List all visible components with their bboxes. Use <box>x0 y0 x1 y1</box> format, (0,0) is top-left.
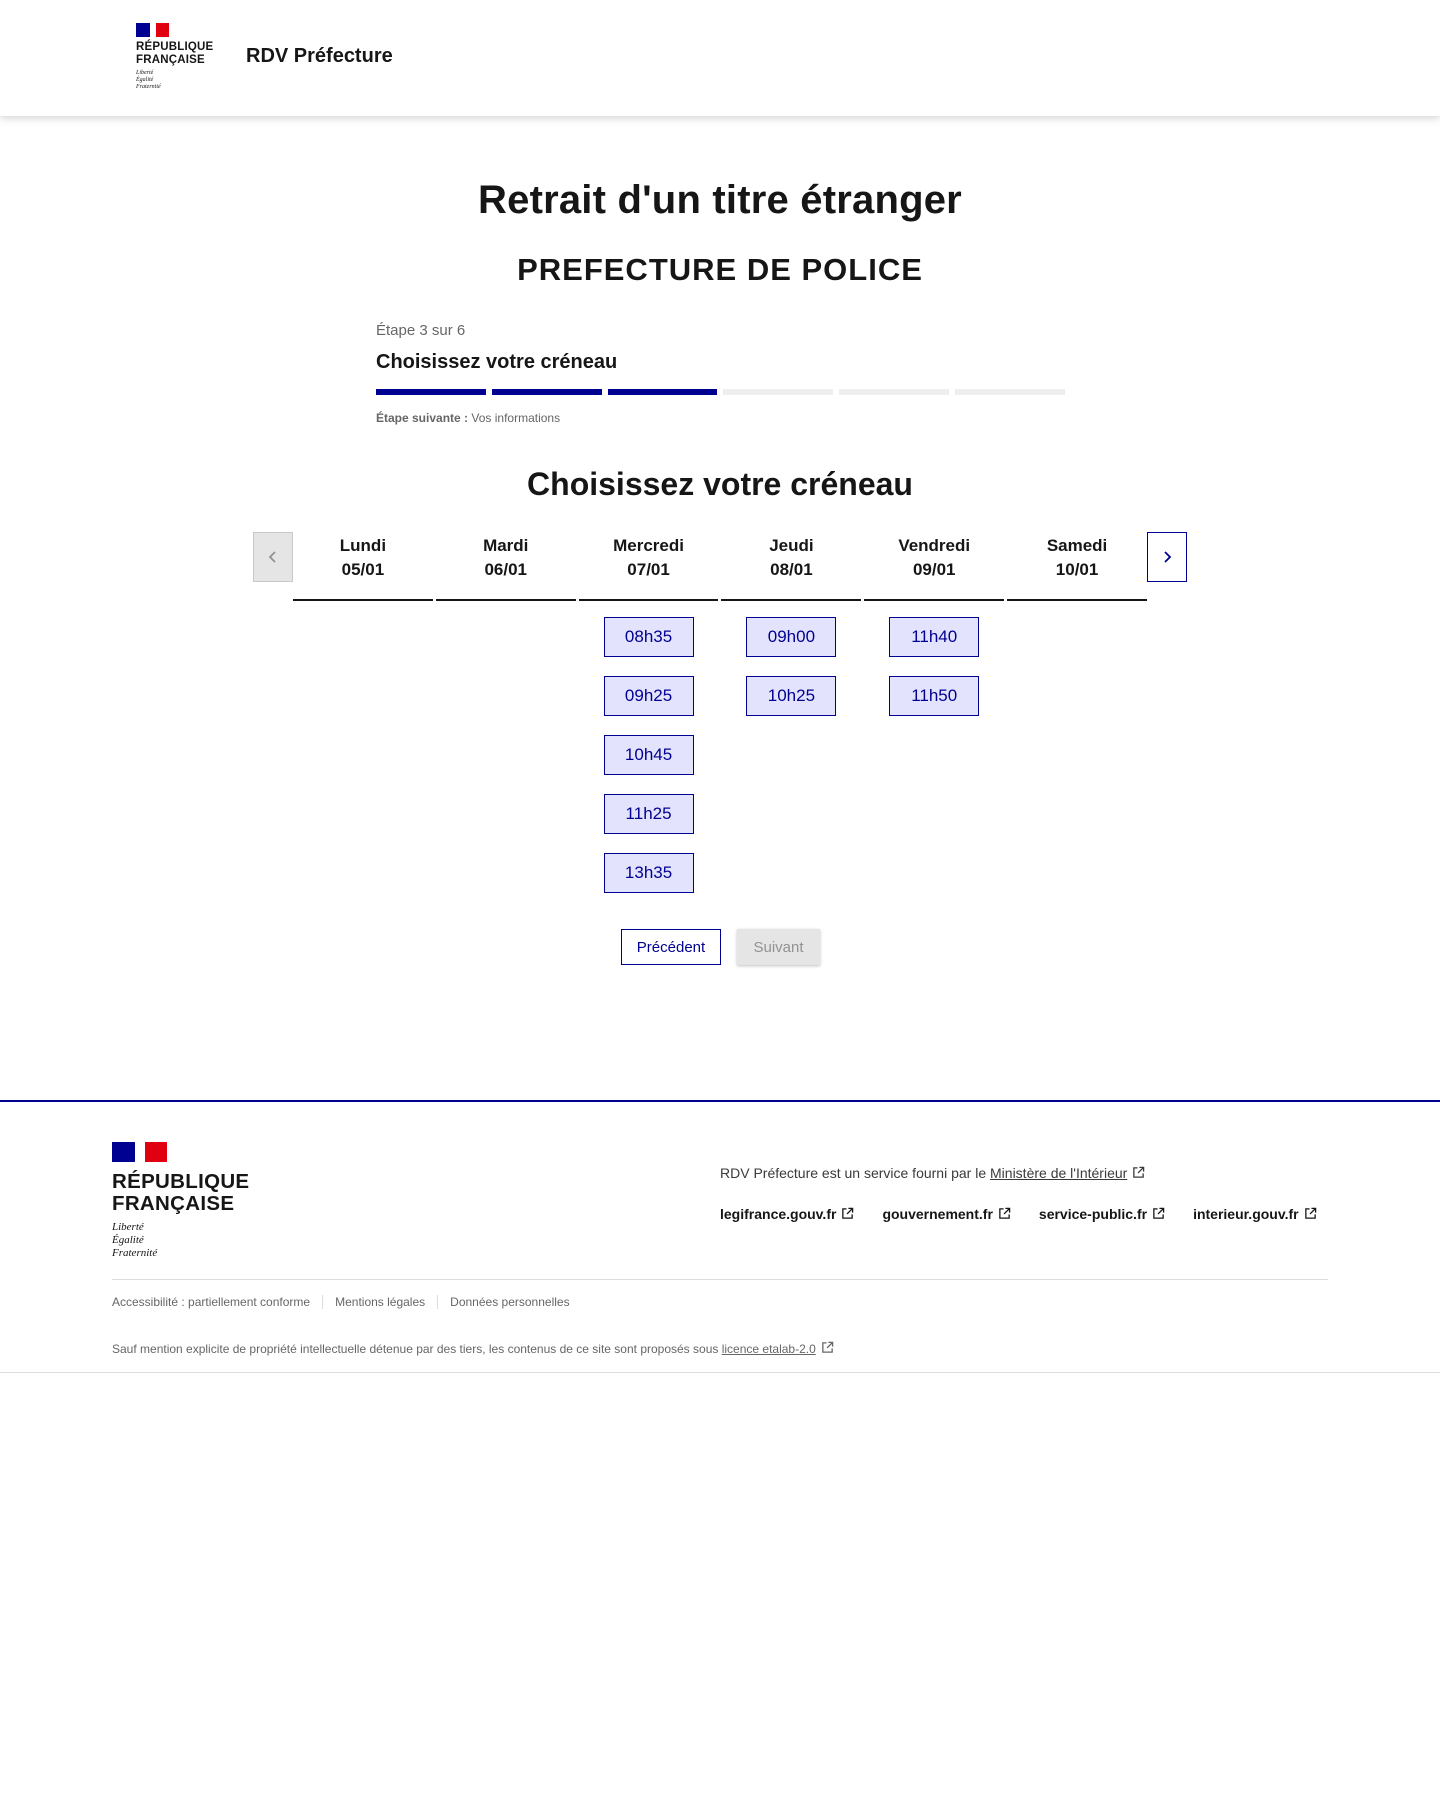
day-column <box>293 532 433 893</box>
external-link-icon <box>1304 1207 1317 1220</box>
ministere-link[interactable]: Ministère de l'Intérieur <box>990 1165 1128 1181</box>
time-slot-button[interactable]: 10h45 <box>604 735 694 775</box>
time-slot-button[interactable]: 11h50 <box>889 676 979 716</box>
step-bar-segment <box>608 389 718 395</box>
logo-motto: Liberté Égalité Fraternité <box>136 70 161 90</box>
site-footer <box>0 1100 1440 1373</box>
previous-button[interactable]: Précédent <box>621 929 721 965</box>
step-bar-segment <box>492 389 602 395</box>
footer-logo-text: RÉPUBLIQUE FRANÇAISE <box>112 1170 250 1215</box>
previous-days-button[interactable] <box>253 532 293 582</box>
footer-link-label: interieur.gouv.fr <box>1193 1206 1299 1222</box>
footer-link-label: legifrance.gouv.fr <box>720 1206 837 1222</box>
step-next <box>376 411 1065 425</box>
time-slot-button[interactable]: 11h25 <box>604 794 694 834</box>
day-header <box>436 532 576 601</box>
footer-link-label: service-public.fr <box>1038 1206 1148 1222</box>
external-link-icon <box>821 1341 834 1354</box>
footer-link-label: gouvernement.fr <box>882 1206 993 1222</box>
footer-description: RDV Préfecture est un service fourni par le Ministère de l'Intérieur <box>720 1165 1145 1181</box>
day-header <box>1007 532 1147 601</box>
french-flag-icon <box>136 23 169 37</box>
day-date: 06/01 <box>484 560 528 579</box>
slot-list <box>579 617 719 893</box>
time-slot-button[interactable]: 11h40 <box>889 617 979 657</box>
external-link-icon <box>841 1207 854 1220</box>
footer-bottom-links <box>112 1295 582 1309</box>
logo-text: RÉPUBLIQUE FRANÇAISE <box>136 41 214 66</box>
footer-external-link[interactable] <box>882 1206 1010 1222</box>
day-name: Mardi <box>483 536 529 555</box>
time-slot-button[interactable]: 13h35 <box>604 853 694 893</box>
site-header <box>0 0 1440 116</box>
footer-bottom-link[interactable]: Mentions légales <box>322 1295 437 1309</box>
license-link[interactable]: licence etalab-2.0 <box>721 1342 816 1356</box>
footer-divider <box>112 1279 1328 1280</box>
time-slot-button[interactable]: 09h25 <box>604 676 694 716</box>
day-header <box>579 532 719 601</box>
slot-list <box>721 617 861 716</box>
step-next-label: Étape suivante : <box>376 411 469 425</box>
step-bar-segment <box>839 389 949 395</box>
day-name: Vendredi <box>898 536 971 555</box>
republique-francaise-logo[interactable] <box>136 23 218 91</box>
day-header <box>293 532 433 601</box>
day-column <box>436 532 576 893</box>
chevron-left-icon <box>265 549 281 565</box>
footer-bottom-link[interactable]: Données personnelles <box>437 1295 581 1309</box>
footer-external-link[interactable] <box>720 1206 854 1222</box>
day-name: Mercredi <box>613 536 684 555</box>
day-date: 09/01 <box>912 560 956 579</box>
external-link-icon <box>1152 1207 1165 1220</box>
service-title[interactable]: RDV Préfecture <box>246 45 393 67</box>
time-slot-button[interactable]: 10h25 <box>746 676 836 716</box>
day-header <box>721 532 861 601</box>
day-name: Samedi <box>1046 536 1108 555</box>
day-name: Lundi <box>339 536 387 555</box>
footer-links <box>720 1206 1317 1222</box>
day-column <box>864 532 1004 893</box>
day-column <box>721 532 861 893</box>
french-flag-icon <box>112 1142 167 1162</box>
step-next-value: Vos informations <box>471 411 561 425</box>
day-column <box>579 532 719 893</box>
next-days-button[interactable] <box>1147 532 1187 582</box>
day-name: Jeudi <box>769 536 814 555</box>
day-date: 10/01 <box>1055 560 1099 579</box>
page-title: Retrait d'un titre étranger <box>478 178 962 222</box>
step-bar-segment <box>723 389 833 395</box>
chevron-right-icon <box>1159 549 1175 565</box>
footer-bottom-link[interactable]: Accessibilité : partiellement conforme <box>112 1295 311 1309</box>
day-header <box>864 532 1004 601</box>
day-column <box>1007 532 1147 893</box>
step-progress-bar <box>376 389 1065 395</box>
footer-logo-motto: Liberté Égalité Fraternité <box>112 1221 158 1259</box>
stepper <box>376 322 1065 425</box>
footer-republique-francaise-logo[interactable] <box>112 1142 252 1260</box>
time-slot-button[interactable]: 08h35 <box>604 617 694 657</box>
external-link-icon <box>998 1207 1011 1220</box>
days-grid <box>293 532 1147 893</box>
time-slot-button[interactable]: 09h00 <box>746 617 836 657</box>
step-title: Choisissez votre créneau <box>376 351 618 373</box>
slot-list <box>864 617 1004 716</box>
day-date: 08/01 <box>770 560 813 579</box>
footer-license: Sauf mention explicite de propriété intellectuelle détenue par des tiers, les contenus de ce site sont proposés sous licence etalab-2.0 <box>112 1341 834 1356</box>
step-state: Étape 3 sur 6 <box>376 322 466 339</box>
section-title: Choisissez votre créneau <box>527 466 913 502</box>
step-bar-segment <box>955 389 1065 395</box>
footer-external-link[interactable] <box>1193 1206 1317 1222</box>
footer-external-link[interactable] <box>1039 1206 1165 1222</box>
next-button[interactable]: Suivant <box>737 929 820 965</box>
day-date: 07/01 <box>627 560 670 579</box>
external-link-icon <box>1132 1166 1145 1179</box>
day-date: 05/01 <box>341 560 385 579</box>
step-bar-segment <box>376 389 486 395</box>
prefecture-name: PREFECTURE DE POLICE <box>517 252 923 287</box>
